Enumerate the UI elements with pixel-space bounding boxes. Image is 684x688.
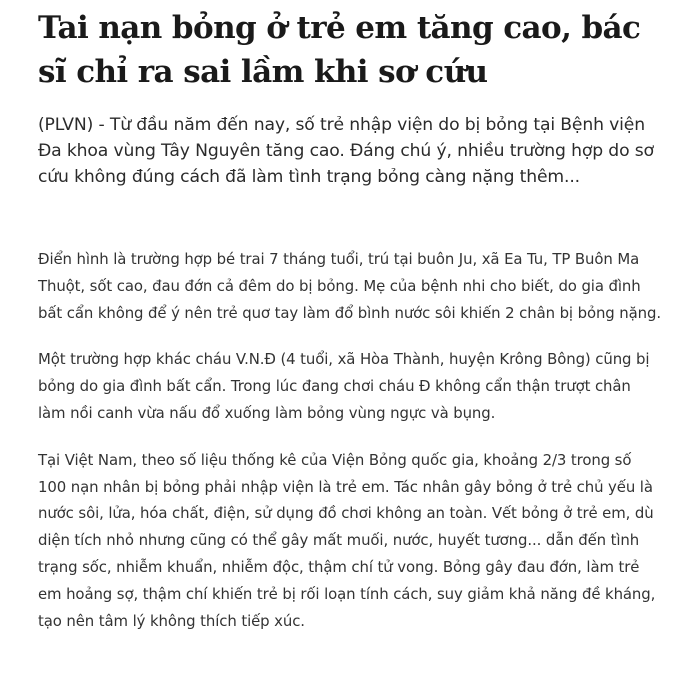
body-paragraph-2: Một trường hợp khác cháu V.N.Đ (4 tuổi, xã Hòa Thành, huyện Krông Bông) cũng bị bỏng do gia đình bất cẩn. Trong lúc đang chơi cháu Đ không cẩn thận trượt chân làm nồi canh vừa nấu đổ xuống làm bỏng vùng ngực và bụng. xyxy=(38,350,650,422)
body-paragraph-3: Tại Việt Nam, theo số liệu thống kê của Viện Bỏng quốc gia, khoảng 2/3 trong số 100 nạn nhân bị bỏng phải nhập viện là trẻ em. Tác nhân gây bỏng ở trẻ chủ yếu là nước sôi, lửa, hóa chất, điện, sử dụng đồ chơi không an toàn. Vết bỏng ở trẻ em, dù diện tích nhỏ nhưng cũng có thể gây mất muối, nước, huyết tương... dẫn đến tình trạng sốc, nhiễm khuẩn, nhiễm độc, thậm chí tử vong. Bỏng gây đau đớn, làm trẻ em hoảng sợ, thậm chí khiến trẻ bị rối loạn tính cách, suy giảm khả năng đề kháng, tạo nên tâm lý không thích tiếp xúc. xyxy=(38,450,656,630)
article-body xyxy=(38,246,662,634)
article-sapo: (PLVN) - Từ đầu năm đến nay, số trẻ nhập viện do bị bỏng tại Bệnh viện Đa khoa vùng Tây Nguyên tăng cao. Đáng chú ý, nhiều trường hợp do sơ cứu không đúng cách đã làm tình trạng bỏng càng nặng thêm... xyxy=(38,115,654,187)
article xyxy=(38,6,662,654)
body-paragraph-1: Điển hình là trường hợp bé trai 7 tháng tuổi, trú tại buôn Ju, xã Ea Tu, TP Buôn Ma Thuột, sốt cao, đau đớn cả đêm do bị bỏng. Mẹ của bệnh nhi cho biết, do gia đình bất cẩn không để ý nên trẻ quơ tay làm đổ bình nước sôi khiến 2 chân bị bỏng nặng. xyxy=(38,250,661,322)
article-title: Tai nạn bỏng ở trẻ em tăng cao, bác sĩ chỉ ra sai lầm khi sơ cứu xyxy=(38,10,641,90)
